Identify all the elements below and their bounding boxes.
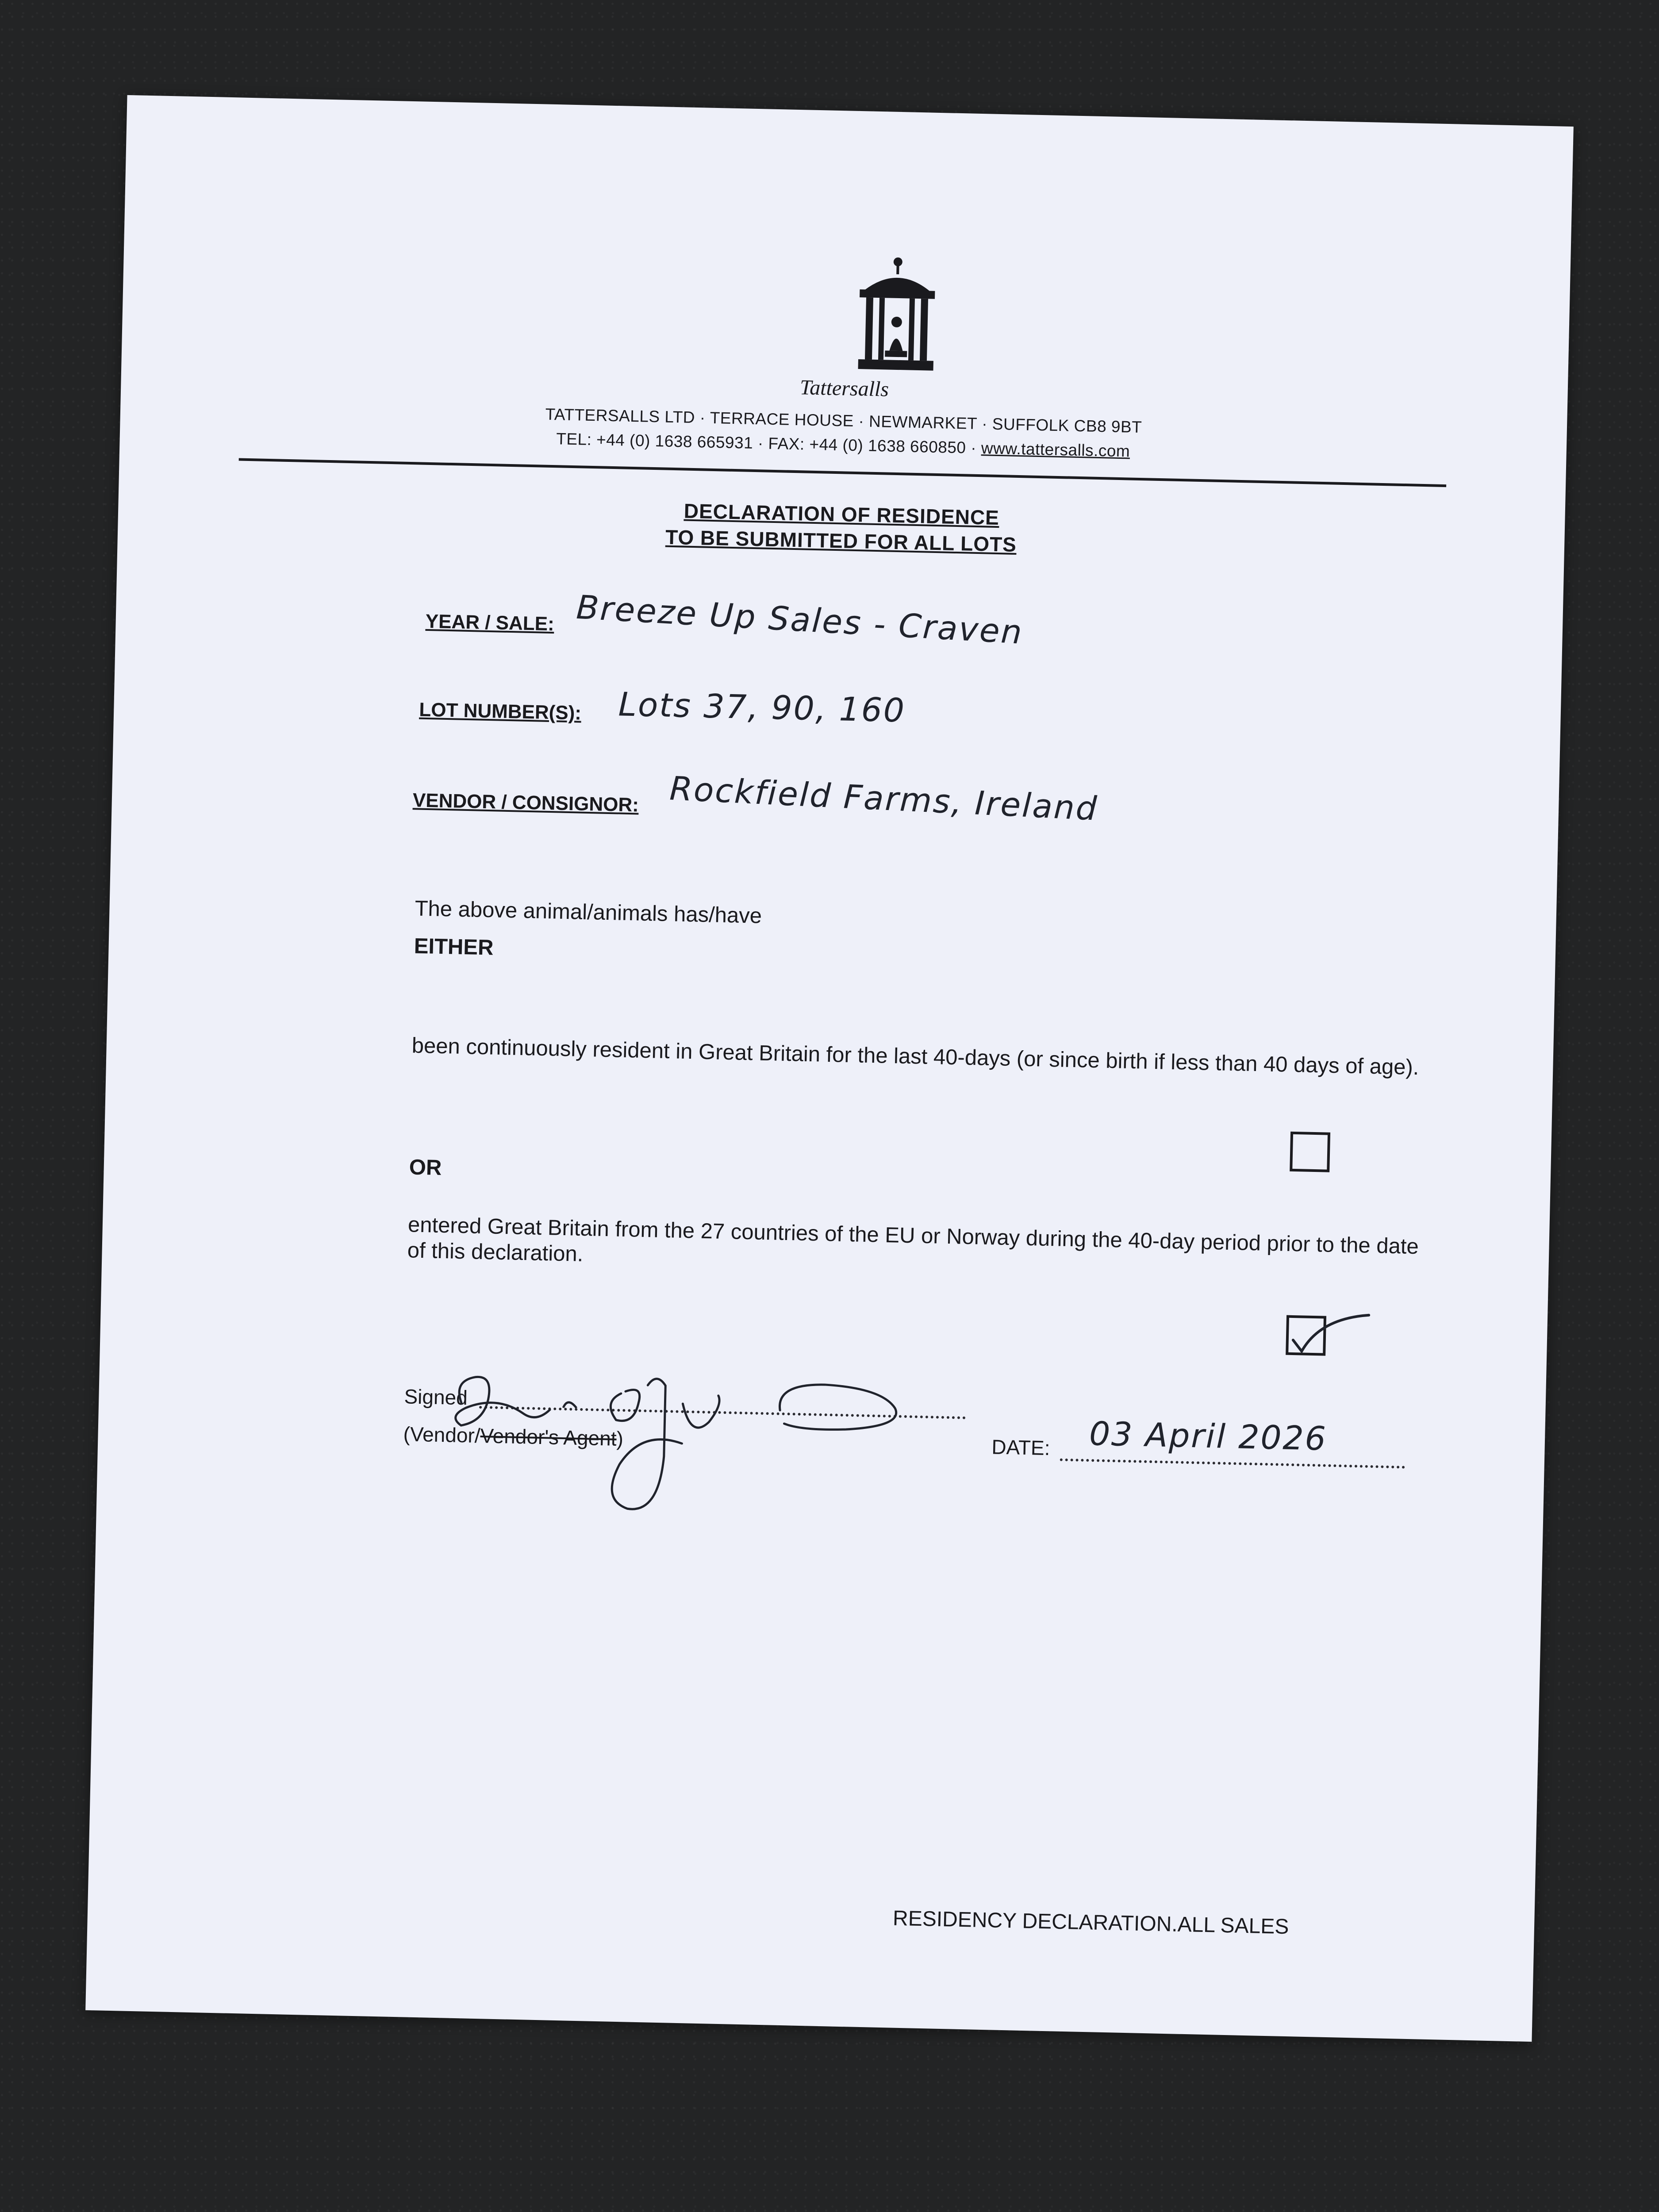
date-label: DATE: (991, 1435, 1051, 1460)
vendor-consignor-value[interactable]: Rockfield Farms, Ireland (668, 769, 1099, 828)
role-vendor: (Vendor/ (403, 1422, 481, 1447)
either-label: EITHER (414, 934, 494, 960)
tattersalls-rotunda-logo (853, 255, 940, 376)
form-subtitle: TO BE SUBMITTED FOR ALL LOTS (665, 525, 1017, 556)
lot-numbers-value[interactable]: Lots 37, 90, 160 (618, 685, 906, 730)
phone-fax-text: TEL: +44 (0) 1638 665931 · FAX: +44 (0) 1638 660850 · (556, 430, 982, 457)
checkbox-entered-from-eu[interactable] (1286, 1315, 1326, 1356)
role-agent-struck: Vendor's Agent (480, 1424, 617, 1450)
option-continuously-resident: been continuously resident in Great Britain for the last 40-days (or since birth if less than 40 days of age). (411, 1033, 1419, 1080)
checkbox-continuously-resident[interactable] (1290, 1132, 1330, 1172)
year-sale-label: YEAR / SALE: (425, 610, 555, 635)
company-name: Tattersalls (799, 376, 889, 401)
company-address: TATTERSALLS LTD · TERRACE HOUSE · NEWMARKET · SUFFOLK CB8 9BT (545, 405, 1142, 437)
checkmark-icon (1283, 1291, 1400, 1374)
form-title: DECLARATION OF RESIDENCE (684, 499, 1000, 530)
website-link[interactable]: www.tattersalls.com (981, 439, 1130, 461)
year-sale-value[interactable]: Breeze Up Sales - Craven (575, 588, 1024, 652)
or-label: OR (409, 1155, 442, 1180)
signed-label: Signed (404, 1385, 468, 1409)
statement-intro: The above animal/animals has/have (415, 896, 762, 928)
lot-numbers-label: LOT NUMBER(S): (419, 699, 582, 724)
handwritten-signature (432, 1363, 914, 1532)
date-value[interactable]: 03 April 2026 (1089, 1415, 1328, 1458)
form-reference-code: RESIDENCY DECLARATION.ALL SALES (892, 1906, 1289, 1939)
declaration-form (85, 95, 1574, 2042)
date-line[interactable] (1060, 1459, 1405, 1469)
vendor-consignor-label: VENDOR / CONSIGNOR: (412, 789, 639, 816)
option-entered-from-eu: entered Great Britain from the 27 countries of the EU or Norway during the 40-day period prior to the date of this declaration. (407, 1213, 1419, 1266)
role-close: ) (616, 1427, 624, 1451)
